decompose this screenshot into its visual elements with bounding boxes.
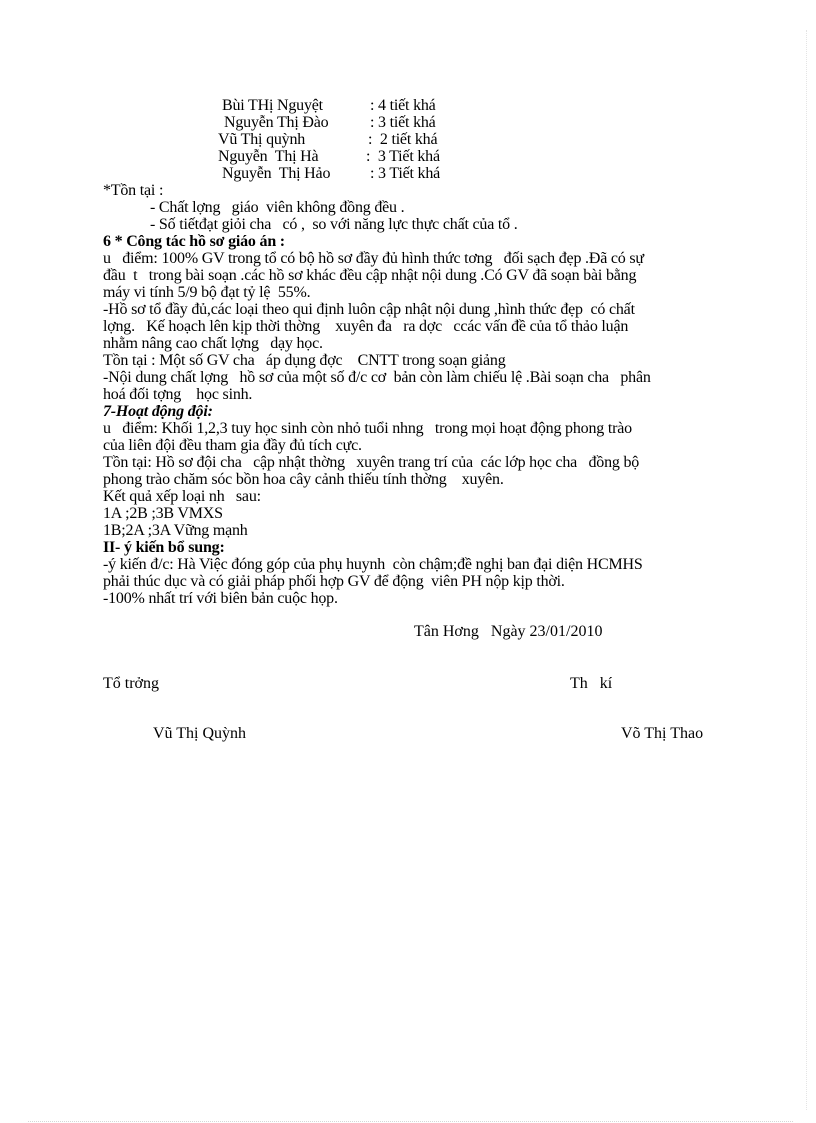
teacher-result: : 2 tiết khá bbox=[368, 131, 438, 148]
page-bottom-edge bbox=[28, 1121, 793, 1122]
teacher-result: : 4 tiết khá bbox=[370, 97, 436, 114]
paragraph-line: u điểm: Khối 1,2,3 tuy học sinh còn nhỏ tuổi nhng trong mọi hoạt động phong trào bbox=[103, 420, 632, 437]
teacher-name: Nguyễn Thị Hà bbox=[218, 148, 319, 165]
teacher-name: Nguyễn Thị Đào bbox=[224, 114, 329, 131]
place-date: Tân Hơng Ngày 23/01/2010 bbox=[414, 623, 603, 640]
paragraph-line: phong trào chăm sóc bồn hoa cây cảnh thiếu tính thờng xuyên. bbox=[103, 471, 504, 488]
section-6-heading: 6 * Công tác hồ sơ giáo án : bbox=[103, 233, 285, 250]
limits-item: - Số tiếtđạt giỏi cha có , so với năng lực thực chất của tổ . bbox=[150, 216, 518, 233]
teacher-name: Bùi THị Nguyệt bbox=[222, 97, 323, 114]
paragraph-line: Tồn tại : Một số GV cha áp dụng đợc CNTT trong soạn giảng bbox=[103, 352, 506, 369]
paragraph-line: máy vi tính 5/9 bộ đạt tỷ lệ 55%. bbox=[103, 284, 311, 301]
paragraph-line: -ý kiến đ/c: Hà Việc đóng góp của phụ huynh còn chậm;đề nghị ban đại diện HCMHS bbox=[103, 556, 643, 573]
left-signer-role: Tổ trởng bbox=[103, 675, 160, 692]
teacher-result: : 3 Tiết khá bbox=[366, 148, 440, 165]
paragraph-line: -Nội dung chất lợng hồ sơ của một số đ/c cơ bản còn làm chiếu lệ .Bài soạn cha phân bbox=[103, 369, 651, 386]
teacher-name: Vũ Thị quỳnh bbox=[218, 131, 306, 148]
paragraph-line: u điểm: 100% GV trong tổ có bộ hồ sơ đầy đủ hình thức tơng đối sạch đẹp .Đã có sự bbox=[103, 250, 644, 267]
paragraph-line: -100% nhất trí với biên bản cuộc họp. bbox=[103, 590, 338, 607]
right-signer-name: Võ Thị Thao bbox=[621, 725, 704, 742]
right-signer-role: Th kí bbox=[570, 675, 613, 692]
paragraph-line: của liên đội đều tham gia đầy đủ tích cực. bbox=[103, 437, 362, 454]
limits-heading: *Tồn tại : bbox=[103, 182, 164, 199]
paragraph-line: -Hồ sơ tổ đầy đủ,các loại theo qui định luôn cập nhật nội dung ,hình thức đẹp có chất bbox=[103, 301, 635, 318]
teacher-result: : 3 tiết khá bbox=[370, 114, 436, 131]
paragraph-line: Tồn tại: Hồ sơ đội cha cập nhật thờng xuyên trang trí của các lớp học cha đồng bộ bbox=[103, 454, 640, 471]
ranking-line: 1A ;2B ;3B VMXS bbox=[103, 505, 223, 522]
paragraph-line: lợng. Kế hoạch lên kịp thời thờng xuyên đa ra dợc ccác vấn đề của tổ thảo luận bbox=[103, 318, 629, 335]
limits-item: - Chất lợng giáo viên không đồng đều . bbox=[150, 199, 405, 216]
paragraph-line: đầu t trong bài soạn .các hồ sơ khác đều cập nhật nội dung .Có GV đã soạn bài bằng bbox=[103, 267, 637, 284]
paragraph-line: phải thúc dục và có giải pháp phối hợp GV để động viên PH nộp kịp thời. bbox=[103, 573, 565, 590]
ranking-line: 1B;2A ;3A Vững mạnh bbox=[103, 522, 248, 539]
teacher-name: Nguyễn Thị Hảo bbox=[222, 165, 331, 182]
paragraph-line: nhằm nâng cao chất lợng dạy học. bbox=[103, 335, 323, 352]
section-7-heading: 7-Hoạt động đội: bbox=[103, 403, 213, 420]
page-right-edge bbox=[806, 30, 807, 1110]
left-signer-name: Vũ Thị Quỳnh bbox=[153, 725, 247, 742]
paragraph-line: hoá đối tợng học sinh. bbox=[103, 386, 253, 403]
paragraph-line: Kết quả xếp loại nh sau: bbox=[103, 488, 261, 505]
teacher-result: : 3 Tiết khá bbox=[370, 165, 441, 182]
section-ii-heading: II- ý kiến bổ sung: bbox=[103, 539, 225, 556]
